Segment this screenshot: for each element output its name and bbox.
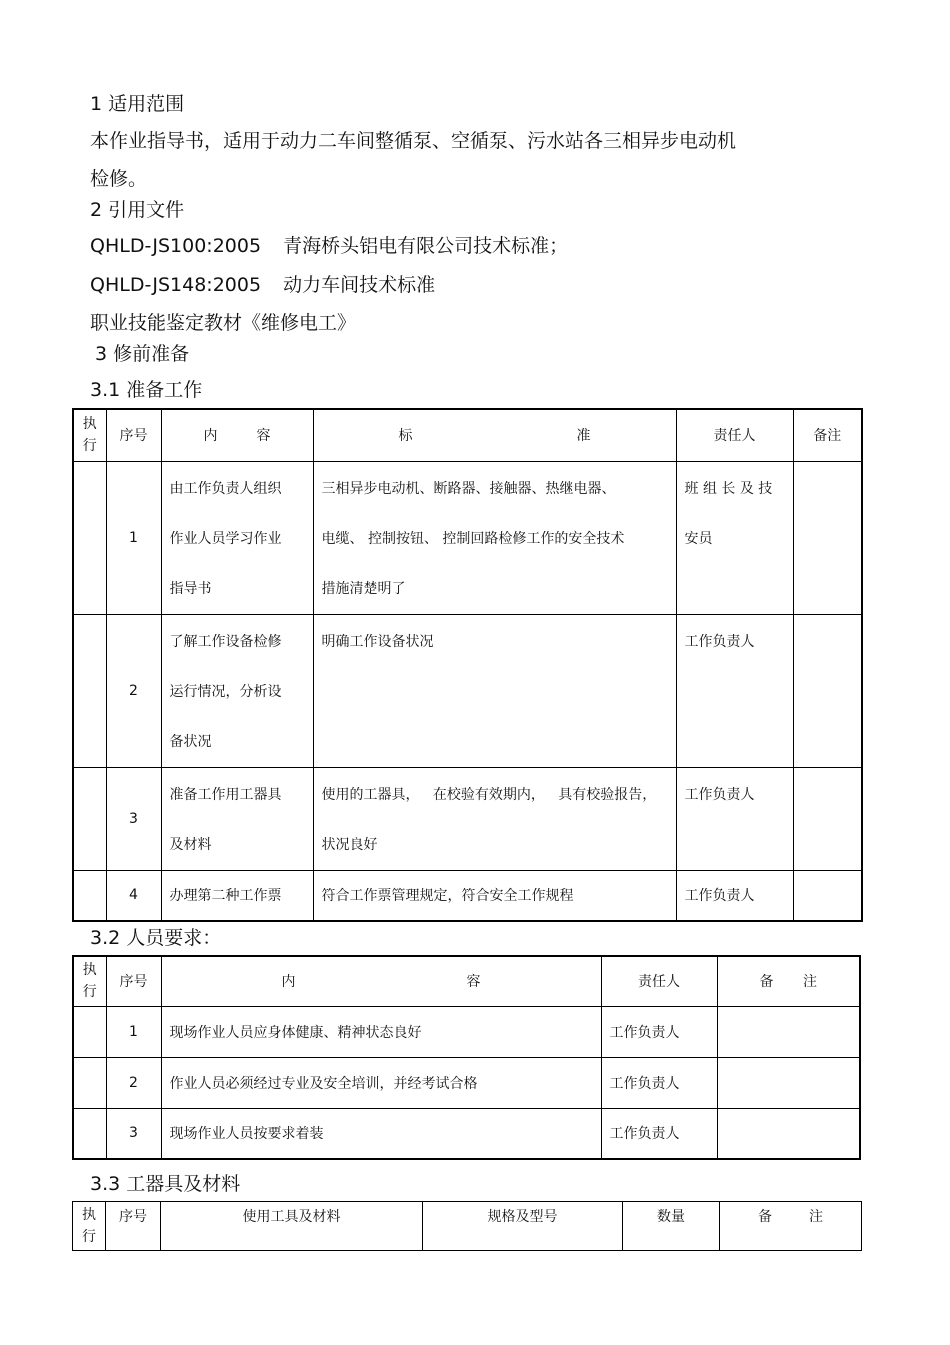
reference-2: [90, 273, 435, 297]
table-row: [73, 614, 862, 767]
header-note: 备注: [793, 409, 862, 461]
table-row: [73, 1108, 860, 1159]
table-header-row: [73, 409, 862, 461]
row-standard: 三相异步电动机、断路器、接触器、热继电器、 电缆、 控制按钮、 控制回路检修工作的安全技术 措施清楚明了: [313, 461, 676, 614]
row-owner: 工作负责人: [601, 1006, 717, 1057]
row-no: 2: [106, 1057, 161, 1108]
section-3-3-heading: 3.3 工器具及材料: [90, 1173, 241, 1195]
reference-2-code: QHLD-JS148:2005: [90, 274, 262, 296]
section-3-heading: 3 修前准备: [95, 343, 190, 365]
row-content: 准备工作用工器具 及材料: [161, 767, 313, 870]
row-note: [717, 1108, 860, 1159]
section-1-body-line-2: 检修。: [90, 168, 148, 190]
table-header-row: [73, 1202, 862, 1251]
row-note: [793, 767, 862, 870]
table-row: [73, 461, 862, 614]
header-exec: 执 行: [73, 409, 106, 461]
row-no: 1: [106, 1006, 161, 1057]
exec-cell: [73, 461, 106, 614]
header-exec: 执 行: [73, 1202, 106, 1251]
row-no: 3: [106, 767, 161, 870]
tools-table: [72, 1201, 862, 1251]
row-content: 由工作负责人组织 作业人员学习作业 指导书: [161, 461, 313, 614]
row-no: 1: [106, 461, 161, 614]
row-owner: 工作负责人: [601, 1108, 717, 1159]
header-content: 内 容: [161, 956, 601, 1006]
row-owner: 工作负责人: [676, 614, 793, 767]
header-standard: 标 准: [313, 409, 676, 461]
header-note: 备 注: [717, 956, 860, 1006]
section-3-1-heading: 3.1 准备工作: [90, 379, 203, 401]
row-note: [793, 461, 862, 614]
header-spec: 规格及型号: [423, 1202, 623, 1251]
header-no: 序号: [106, 409, 161, 461]
header-exec: 执 行: [73, 956, 106, 1006]
exec-cell: [73, 614, 106, 767]
reference-1-title: 青海桥头铝电有限公司技术标准；: [283, 235, 569, 257]
header-owner: 责任人: [676, 409, 793, 461]
header-owner: 责任人: [601, 956, 717, 1006]
row-note: [717, 1006, 860, 1057]
header-no: 序号: [106, 956, 161, 1006]
row-standard: 明确工作设备状况: [313, 614, 676, 767]
header-note: 备 注: [720, 1202, 862, 1251]
exec-cell: [73, 1108, 106, 1159]
exec-cell: [73, 767, 106, 870]
row-no: 4: [106, 870, 161, 921]
section-3-2-heading: 3.2 人员要求：: [90, 927, 222, 949]
header-no: 序号: [106, 1202, 161, 1251]
row-owner: 工作负责人: [676, 767, 793, 870]
table-row: [73, 1057, 860, 1108]
row-owner: 工作负责人: [676, 870, 793, 921]
table-row: [73, 870, 862, 921]
preparation-table: [72, 408, 863, 922]
row-content: 作业人员必须经过专业及安全培训，并经考试合格: [161, 1057, 601, 1108]
header-content: 内 容: [161, 409, 313, 461]
section-1-heading: 1 适用范围: [90, 93, 185, 115]
table-row: [73, 1006, 860, 1057]
section-1-body-line-1: 本作业指导书，适用于动力二车间整循泵、空循泵、污水站各三相异步电动机: [90, 130, 737, 152]
exec-cell: [73, 1006, 106, 1057]
exec-cell: [73, 1057, 106, 1108]
reference-2-title: 动力车间技术标准: [283, 274, 436, 296]
reference-1: [90, 234, 568, 258]
row-content: 现场作业人员按要求着装: [161, 1108, 601, 1159]
header-tools: 使用工具及材料: [161, 1202, 423, 1251]
header-qty: 数量: [623, 1202, 720, 1251]
row-standard: 使用的工器具， 在校验有效期内， 具有校验报告， 状况良好: [313, 767, 676, 870]
personnel-table: [72, 955, 861, 1160]
exec-cell: [73, 870, 106, 921]
row-owner: 班 组 长 及 技 安员: [676, 461, 793, 614]
row-no: 2: [106, 614, 161, 767]
row-owner: 工作负责人: [601, 1057, 717, 1108]
row-content: 办理第二种工作票: [161, 870, 313, 921]
row-standard: 符合工作票管理规定，符合安全工作规程: [313, 870, 676, 921]
section-2-heading: 2 引用文件: [90, 199, 185, 221]
row-content: 了解工作设备检修 运行情况，分析设 备状况: [161, 614, 313, 767]
table-row: [73, 767, 862, 870]
row-content: 现场作业人员应身体健康、精神状态良好: [161, 1006, 601, 1057]
row-note: [793, 614, 862, 767]
reference-1-code: QHLD-JS100:2005: [90, 235, 262, 257]
row-note: [717, 1057, 860, 1108]
row-no: 3: [106, 1108, 161, 1159]
reference-book: 职业技能鉴定教材《维修电工》: [90, 312, 357, 334]
table-header-row: [73, 956, 860, 1006]
row-note: [793, 870, 862, 921]
